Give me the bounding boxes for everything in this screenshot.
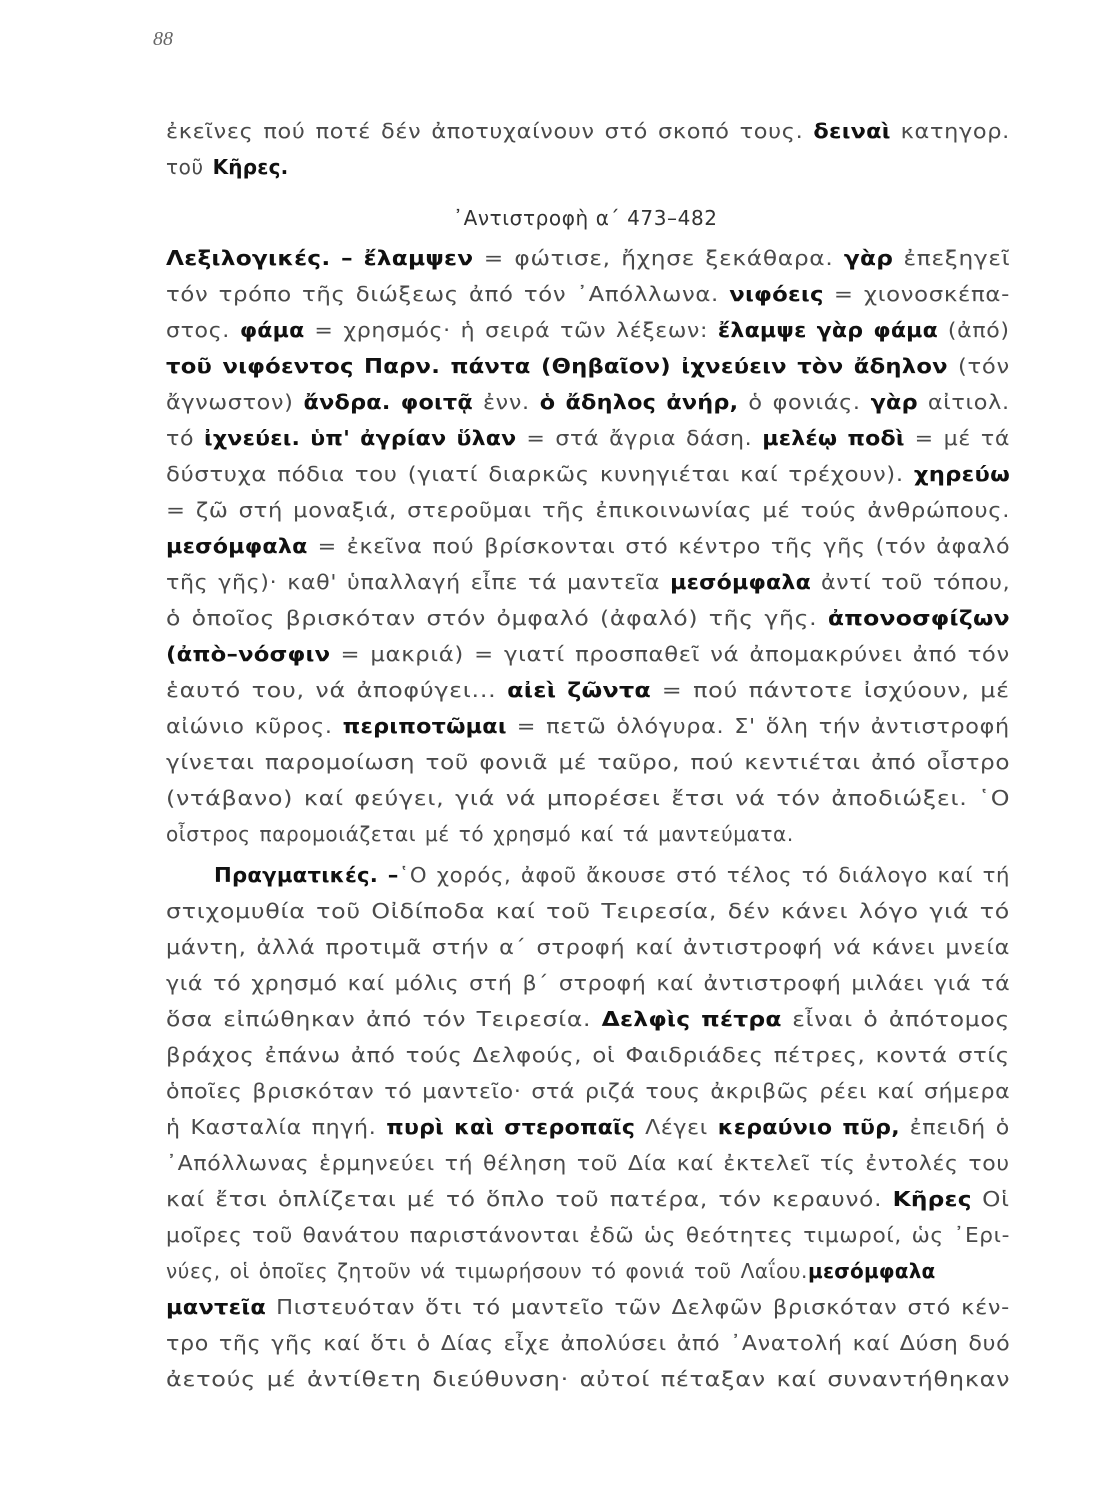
bold-term: νιφόεις bbox=[729, 282, 824, 306]
text-run: κατηγορ. bbox=[890, 119, 1010, 143]
text-line bbox=[166, 1114, 1010, 1140]
text-line bbox=[166, 677, 1010, 703]
text-line bbox=[166, 425, 1010, 451]
bold-term: ἰχνεύει. ὑπ' ἀγρίαν ὕλαν bbox=[204, 426, 517, 450]
text-run: ἐπεξηγεῖ bbox=[893, 246, 1011, 270]
text-run: = ἐκεῖνα πού βρίσκονται στό κέντρο τῆς γῆς (τόν ἀφαλό bbox=[307, 534, 1011, 558]
text-run: = ζῶ στή μοναξιά, στεροῦμαι τῆς ἐπικοινωνίας μέ τούς ἀνθρώπους. bbox=[166, 498, 1011, 522]
bold-term: μελέῳ ποδὶ bbox=[762, 426, 905, 450]
bold-term: μεσόμφαλα bbox=[670, 570, 812, 594]
bold-term: φάμα bbox=[239, 318, 305, 342]
text-run: ἀετούς μέ ἀντίθετη διεύθυνση· αὐτοί πέταξαν καί συναντήθηκαν bbox=[166, 1367, 1011, 1391]
text-run: = φώτισε, ἤχησε ξεκάθαρα. bbox=[473, 246, 844, 270]
bold-term: ἀπονοσφίζων bbox=[827, 606, 1010, 630]
text-line bbox=[166, 389, 1010, 415]
text-line bbox=[166, 1366, 1010, 1392]
text-line bbox=[166, 281, 1010, 307]
text-line bbox=[166, 970, 1010, 996]
text-run: ἐκεῖνες πού ποτέ δέν ἀποτυχαίνουν στό σκοπό τους. bbox=[166, 119, 814, 143]
page-number: 88 bbox=[153, 28, 173, 50]
text-run: = πού πάντοτε ἰσχύουν, μέ bbox=[651, 678, 1010, 702]
text-run: ὁ φονιάς. bbox=[738, 390, 871, 414]
text-line bbox=[166, 569, 1010, 595]
bold-term: ὁ ἄδηλος ἀνήρ, bbox=[539, 390, 739, 414]
bold-term: τοῦ νιφόεντος Παρν. πάντα (Θηβαῖον) ἰχνεύειν τὸν ἄδηλον bbox=[166, 354, 948, 378]
text-run: γίνεται παρομοίωση τοῦ φονιᾶ μέ ταῦρο, πού κεντιέται ἀπό οἶστρο bbox=[166, 750, 1011, 774]
text-run: τόν τρόπο τῆς διώξεως ἀπό τόν ᾿Απόλλωνα. bbox=[166, 282, 730, 306]
text-run: αἰώνιο κῦρος. bbox=[166, 714, 343, 738]
bold-term: Λεξιλογικές. – ἔλαμψεν bbox=[166, 246, 474, 270]
text-run: τοῦ bbox=[166, 155, 213, 179]
bold-term: (ἀπὸ–νόσφιν bbox=[166, 642, 331, 666]
bold-term: πυρὶ καὶ στεροπαῖς bbox=[386, 1115, 636, 1139]
text-run: ἑαυτό του, νά ἀποφύγει... bbox=[166, 678, 508, 702]
text-run: Πιστευόταν ὅτι τό μαντεῖο τῶν Δελφῶν βρισκόταν στό κέν- bbox=[266, 1295, 1010, 1319]
bold-term: περιποτῶμαι bbox=[342, 714, 507, 738]
text-line bbox=[166, 1222, 1010, 1248]
text-run: (τόν bbox=[947, 354, 1010, 378]
text-run: ὅσα εἰπώθηκαν ἀπό τόν Τειρεσία. bbox=[166, 1007, 602, 1031]
bold-term: Κῆρες bbox=[892, 1187, 972, 1211]
text-run: ῾Ο χορός, ἀφοῦ ἄκουσε στό τέλος τό διάλογο καί τή bbox=[398, 863, 1011, 887]
bold-term: ἄνδρα. φοιτᾷ bbox=[303, 390, 473, 414]
text-run: ἐνν. bbox=[472, 390, 540, 414]
text-line bbox=[166, 641, 1010, 667]
text-line bbox=[166, 1078, 1010, 1104]
text-run: μάντη, ἀλλά προτιμᾶ στήν α΄ στροφή καί ἀντιστροφή νά κάνει μνεία bbox=[166, 935, 1011, 959]
bold-term: δειναὶ bbox=[813, 119, 891, 143]
text-run: στος. bbox=[166, 318, 240, 342]
text-line bbox=[166, 1006, 1010, 1032]
text-run: βράχος ἐπάνω ἀπό τούς Δελφούς, οἱ Φαιδριάδες πέτρες, κοντά στίς bbox=[166, 1043, 1010, 1067]
text-run: τρο τῆς γῆς καί ὅτι ὁ Δίας εἶχε ἀπολύσει ἀπό ᾿Ανατολή καί Δύση δυό bbox=[166, 1331, 1011, 1355]
text-run: ἐπειδή ὁ bbox=[899, 1115, 1010, 1139]
text-run: ἀντί τοῦ τόπου, bbox=[811, 570, 1011, 594]
text-run: οἶστρος παρομοιάζεται μέ τό χρησμό καί τά μαντεύματα. bbox=[166, 822, 794, 846]
text-run: μοῖρες τοῦ θανάτου παριστάνονται ἐδῶ ὡς θεότητες τιμωροί, ὡς ᾿Ερι- bbox=[166, 1223, 1011, 1247]
text-line bbox=[166, 1042, 1010, 1068]
text-run: νύες, οἱ ὁποῖες ζητοῦν νά τιμωρήσουν τό φονιά τοῦ Λαΐου. bbox=[166, 1259, 809, 1283]
text-line bbox=[166, 785, 1010, 811]
text-run: δύστυχα πόδια του (γιατί διαρκῶς κυνηγιέται καί τρέχουν). bbox=[166, 462, 914, 486]
text-run: = πετῶ ὁλόγυρα. Σ' ὅλη τήν ἀντιστροφή bbox=[506, 714, 1010, 738]
text-line bbox=[166, 1186, 1010, 1212]
text-line bbox=[166, 497, 1010, 523]
text-line bbox=[166, 713, 1010, 739]
text-run: = μέ τά bbox=[904, 426, 1011, 450]
bold-term: κεραύνιο πῦρ, bbox=[717, 1115, 900, 1139]
section-heading: ᾿Αντιστροφὴ α΄ 473–482 bbox=[453, 206, 718, 230]
text-run: Οἱ bbox=[971, 1187, 1010, 1211]
text-run: (ἀπό) bbox=[938, 318, 1010, 342]
bold-term: χηρεύω bbox=[913, 462, 1011, 486]
bold-term: Δελφὶς πέτρα bbox=[601, 1007, 782, 1031]
text-line bbox=[166, 934, 1010, 960]
bold-term: μεσόμφαλα bbox=[808, 1259, 936, 1283]
text-run: ἄγνωστον) bbox=[166, 390, 304, 414]
text-line bbox=[166, 749, 1010, 775]
text-line bbox=[166, 118, 1010, 144]
bold-term: γὰρ bbox=[843, 246, 894, 270]
bold-term: Πραγματικές. – bbox=[214, 863, 399, 887]
text-line bbox=[166, 605, 1010, 631]
bold-term: Κῆρες. bbox=[212, 155, 289, 179]
text-run: ἡ Κασταλία πηγή. bbox=[166, 1115, 387, 1139]
text-run: ᾿Απόλλωνας ἑρμηνεύει τή θέληση τοῦ Δία καί ἐκτελεῖ τίς ἐντολές του bbox=[166, 1151, 1010, 1175]
text-line bbox=[166, 317, 1010, 343]
bold-term: ἔλαμψε γὰρ φάμα bbox=[717, 318, 939, 342]
text-run: = μακριά) = γιατί προσπαθεῖ νά ἀπομακρύνει ἀπό τόν bbox=[330, 642, 1010, 666]
text-line bbox=[166, 353, 1010, 379]
text-run: ὁποῖες βρισκόταν τό μαντεῖο· στά ριζά τους ἀκριβῶς ρέει καί σήμερα bbox=[166, 1079, 1011, 1103]
text-run: = στά ἄγρια δάση. bbox=[516, 426, 763, 450]
text-run: ὁ ὁποῖος βρισκόταν στόν ὀμφαλό (ἀφαλό) τῆς γῆς. bbox=[166, 606, 828, 630]
text-line bbox=[166, 154, 288, 180]
text-line bbox=[166, 245, 1010, 271]
text-run: Λέγει bbox=[635, 1115, 718, 1139]
text-line bbox=[166, 1294, 1010, 1320]
text-line bbox=[166, 821, 794, 847]
text-run: τῆς γῆς)· καθ' ὑπαλλαγή εἶπε τά μαντεῖα bbox=[166, 570, 671, 594]
text-run: εἶναι ὁ ἀπότομος bbox=[781, 1007, 1010, 1031]
text-line bbox=[166, 1150, 1010, 1176]
text-line bbox=[166, 1258, 936, 1284]
text-run: γιά τό χρησμό καί μόλις στή β΄ στροφή καί ἀντιστροφή μιλάει γιά τά bbox=[166, 971, 1011, 995]
text-line bbox=[166, 898, 1010, 924]
text-run: = χιονοσκέπα- bbox=[823, 282, 1011, 306]
bold-term: γὰρ bbox=[870, 390, 918, 414]
bold-term: αἰεὶ ζῶντα bbox=[507, 678, 652, 702]
text-run: (ντάβανο) καί φεύγει, γιά νά μπορέσει ἔτσι νά τόν ἀποδιώξει. ῾Ο bbox=[166, 786, 1011, 810]
text-run: = χρησμός· ἡ σειρά τῶν λέξεων: bbox=[304, 318, 718, 342]
text-line bbox=[166, 533, 1010, 559]
bold-term: μαντεῖα bbox=[166, 1295, 267, 1319]
text-run: τό bbox=[166, 426, 205, 450]
text-run: στιχομυθία τοῦ Οἰδίποδα καί τοῦ Τειρεσία, δέν κάνει λόγο γιά τό bbox=[166, 899, 1010, 923]
text-line bbox=[166, 461, 1010, 487]
text-run: καί ἔτσι ὁπλίζεται μέ τό ὅπλο τοῦ πατέρα, τόν κεραυνό. bbox=[166, 1187, 893, 1211]
bold-term: μεσόμφαλα bbox=[166, 534, 308, 558]
text-line bbox=[166, 1330, 1010, 1356]
text-line bbox=[214, 862, 1010, 888]
text-run: αἰτιολ. bbox=[917, 390, 1010, 414]
